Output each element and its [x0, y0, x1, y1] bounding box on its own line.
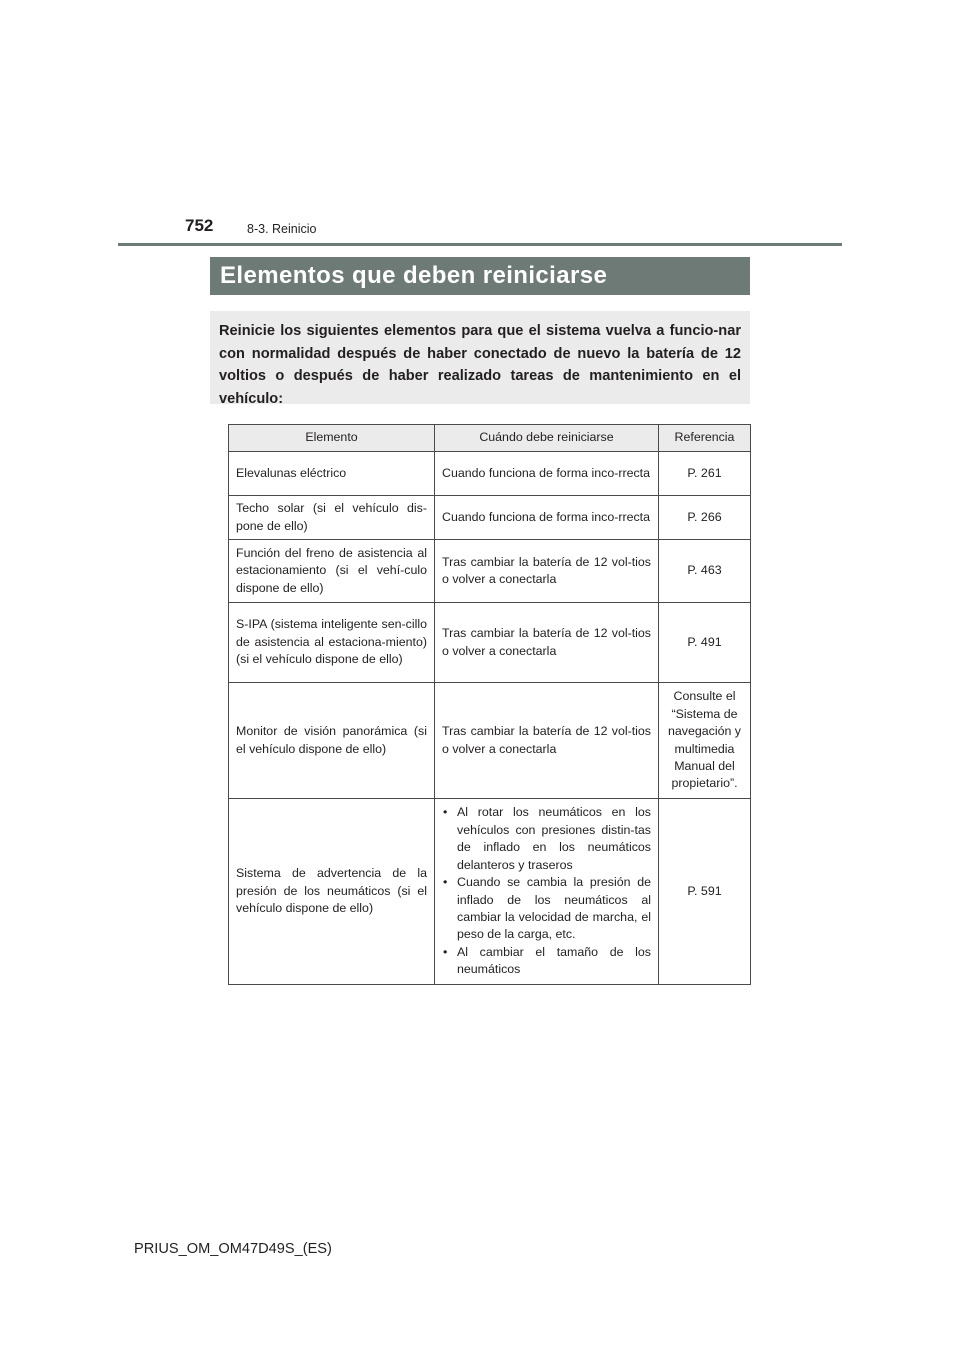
section-breadcrumb: 8-3. Reinicio — [247, 222, 317, 236]
condition-bullet — [442, 944, 651, 979]
when-cell: Tras cambiar la batería de 12 vol-tios o volver a conectarla — [435, 603, 659, 683]
condition-text: Al rotar los neumáticos en los vehículos con presiones distin-tas de inflado en los neumáticos delanteros y traseros — [457, 805, 651, 872]
document-code: PRIUS_OM_OM47D49S_(ES) — [134, 1241, 332, 1257]
column-header-reference: Referencia — [659, 425, 751, 452]
element-cell: S-IPA (sistema inteligente sen-cillo de asistencia al estaciona-miento) (si el vehículo dispone de ello) — [229, 603, 435, 683]
element-cell: Techo solar (si el vehículo dis-pone de ello) — [229, 496, 435, 540]
when-cell: Tras cambiar la batería de 12 vol-tios o volver a conectarla — [435, 683, 659, 799]
reference-cell: P. 491 — [659, 603, 751, 683]
reference-cell: P. 266 — [659, 496, 751, 540]
reference-cell: P. 591 — [659, 799, 751, 985]
column-header-when: Cuándo debe reiniciarse — [435, 425, 659, 452]
table-row — [229, 603, 751, 683]
reference-cell: P. 261 — [659, 452, 751, 496]
condition-bullet — [442, 874, 651, 944]
table-row — [229, 683, 751, 799]
page-number: 752 — [185, 216, 214, 235]
element-cell: Función del freno de asistencia al estacionamiento (si el vehí-culo dispone de ello) — [229, 540, 435, 603]
condition-text: Al cambiar el tamaño de los neumáticos — [457, 944, 651, 977]
page-title: Elementos que deben reiniciarse — [220, 262, 608, 289]
when-cell: Cuando funciona de forma inco-rrecta — [435, 496, 659, 540]
section-title-bar — [210, 257, 750, 295]
condition-bullet — [442, 804, 651, 874]
element-cell: Elevalunas eléctrico — [229, 452, 435, 496]
table-row — [229, 540, 751, 603]
table-row — [229, 496, 751, 540]
condition-text: Cuando se cambia la presión de inflado de los neumáticos al cambiar la velocidad de marcha, el peso de la carga, etc. — [457, 875, 651, 942]
reference-cell: P. 463 — [659, 540, 751, 603]
element-cell: Sistema de advertencia de la presión de los neumáticos (si el vehículo dispone de ello) — [229, 799, 435, 985]
column-header-element: Elemento — [229, 425, 435, 452]
when-cell: Cuando funciona de forma inco-rrecta — [435, 452, 659, 496]
table-row — [229, 799, 751, 985]
when-cell: Tras cambiar la batería de 12 vol-tios o volver a conectarla — [435, 540, 659, 603]
table-row — [229, 452, 751, 496]
reference-cell: Consulte el “Sistema de navegación y multimedia Manual del propietario”. — [659, 683, 751, 799]
intro-box — [210, 311, 750, 407]
bullet-icon: • — [443, 805, 448, 820]
when-cell — [435, 799, 659, 985]
intro-text: Reinicie los siguientes elementos para que el sistema vuelva a funcio-nar con normalidad después de haber conectado de nuevo la batería de 12 voltios o después de haber realizado tareas de mantenimiento en el vehículo: — [219, 323, 741, 407]
bullet-icon: • — [443, 875, 448, 890]
reset-items-table — [228, 424, 751, 985]
element-cell: Monitor de visión panorámica (si el vehículo dispone de ello) — [229, 683, 435, 799]
condition-bullet-list — [442, 804, 651, 978]
table-header-row — [229, 425, 751, 452]
header-divider — [118, 243, 842, 246]
bullet-icon: • — [443, 944, 448, 959]
